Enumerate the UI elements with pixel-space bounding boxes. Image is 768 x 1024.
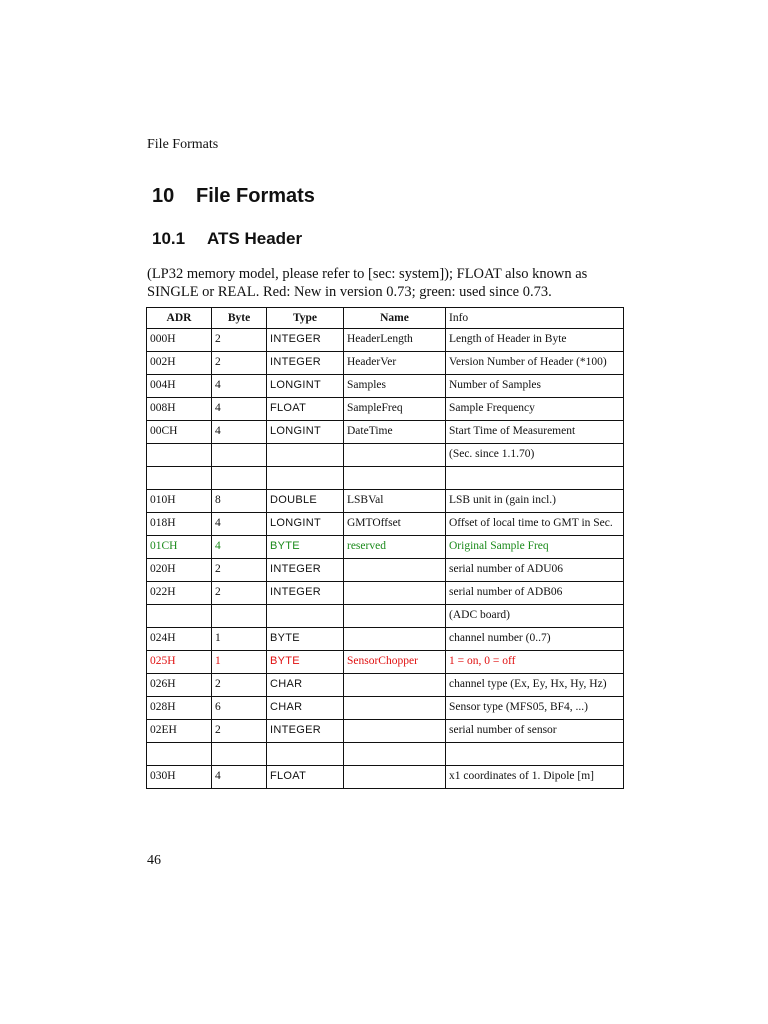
table-body: [147, 329, 624, 789]
cell-adr: 030H: [147, 766, 212, 789]
cell-info: Version Number of Header (*100): [446, 352, 624, 375]
cell-name: Samples: [344, 375, 446, 398]
cell-byte: 6: [212, 697, 267, 720]
cell-adr: 025H: [147, 651, 212, 674]
cell-byte: 4: [212, 536, 267, 559]
cell-info: 1 = on, 0 = off: [446, 651, 624, 674]
table-row: [147, 444, 624, 467]
cell-info: Number of Samples: [446, 375, 624, 398]
cell-type: CHAR: [267, 697, 344, 720]
column-header-adr: ADR: [147, 308, 212, 329]
cell-byte: 1: [212, 651, 267, 674]
table-row: [147, 720, 624, 743]
cell-name: [344, 582, 446, 605]
cell-byte: 4: [212, 421, 267, 444]
table-row: [147, 513, 624, 536]
cell-byte: 2: [212, 582, 267, 605]
cell-adr: [147, 467, 212, 490]
table-row: [147, 605, 624, 628]
cell-adr: 004H: [147, 375, 212, 398]
cell-byte: 4: [212, 398, 267, 421]
cell-name: [344, 766, 446, 789]
cell-type: INTEGER: [267, 559, 344, 582]
cell-adr: 020H: [147, 559, 212, 582]
cell-type: INTEGER: [267, 352, 344, 375]
cell-adr: [147, 743, 212, 766]
cell-adr: 01CH: [147, 536, 212, 559]
table-row: [147, 490, 624, 513]
cell-info: Original Sample Freq: [446, 536, 624, 559]
cell-adr: 00CH: [147, 421, 212, 444]
cell-name: LSBVal: [344, 490, 446, 513]
cell-adr: 000H: [147, 329, 212, 352]
cell-info: Start Time of Measurement: [446, 421, 624, 444]
cell-name: [344, 444, 446, 467]
table-row: [147, 398, 624, 421]
cell-type: [267, 743, 344, 766]
cell-byte: 8: [212, 490, 267, 513]
cell-type: INTEGER: [267, 720, 344, 743]
cell-type: [267, 444, 344, 467]
cell-type: INTEGER: [267, 582, 344, 605]
cell-type: [267, 605, 344, 628]
cell-info: serial number of sensor: [446, 720, 624, 743]
cell-type: BYTE: [267, 536, 344, 559]
cell-byte: 4: [212, 766, 267, 789]
ats-header-table: [146, 307, 624, 789]
cell-byte: 4: [212, 375, 267, 398]
table-row: [147, 674, 624, 697]
cell-byte: 2: [212, 674, 267, 697]
table-row: [147, 651, 624, 674]
section-title: ATS Header: [207, 229, 303, 248]
column-header-byte: Byte: [212, 308, 267, 329]
chapter-title: File Formats: [196, 185, 315, 207]
cell-byte: 2: [212, 559, 267, 582]
cell-name: [344, 697, 446, 720]
cell-type: BYTE: [267, 651, 344, 674]
table-row: [147, 743, 624, 766]
cell-type: DOUBLE: [267, 490, 344, 513]
cell-adr: 02EH: [147, 720, 212, 743]
cell-name: [344, 559, 446, 582]
section-number: 10.1: [152, 229, 186, 248]
cell-byte: 2: [212, 329, 267, 352]
table-row: [147, 582, 624, 605]
cell-name: SampleFreq: [344, 398, 446, 421]
cell-info: [446, 743, 624, 766]
table-row: [147, 766, 624, 789]
column-header-type: Type: [267, 308, 344, 329]
cell-info: (Sec. since 1.1.70): [446, 444, 624, 467]
cell-name: GMTOffset: [344, 513, 446, 536]
cell-byte: [212, 605, 267, 628]
cell-type: FLOAT: [267, 766, 344, 789]
cell-name: HeaderLength: [344, 329, 446, 352]
cell-adr: 026H: [147, 674, 212, 697]
cell-byte: [212, 444, 267, 467]
cell-name: [344, 467, 446, 490]
chapter-heading: [152, 185, 315, 208]
cell-adr: 008H: [147, 398, 212, 421]
cell-byte: 2: [212, 352, 267, 375]
cell-info: [446, 467, 624, 490]
cell-info: channel type (Ex, Ey, Hx, Hy, Hz): [446, 674, 624, 697]
cell-info: LSB unit in (gain incl.): [446, 490, 624, 513]
cell-type: [267, 467, 344, 490]
cell-byte: 1: [212, 628, 267, 651]
cell-info: (ADC board): [446, 605, 624, 628]
running-header: File Formats: [147, 137, 219, 152]
cell-name: [344, 720, 446, 743]
cell-name: [344, 605, 446, 628]
cell-adr: 022H: [147, 582, 212, 605]
cell-adr: 010H: [147, 490, 212, 513]
table-row: [147, 467, 624, 490]
cell-adr: 028H: [147, 697, 212, 720]
cell-type: LONGINT: [267, 421, 344, 444]
cell-type: FLOAT: [267, 398, 344, 421]
table-row: [147, 628, 624, 651]
intro-paragraph: (LP32 memory model, please refer to [sec: system]); FLOAT also known as SINGLE or REAL. Red: New in version 0.73; green: used since 0.73.: [147, 266, 588, 300]
chapter-number: 10: [152, 185, 175, 207]
page-number: 46: [147, 853, 161, 868]
section-heading: [152, 229, 302, 249]
cell-type: LONGINT: [267, 375, 344, 398]
cell-byte: [212, 743, 267, 766]
cell-info: Sample Frequency: [446, 398, 624, 421]
cell-info: Offset of local time to GMT in Sec.: [446, 513, 624, 536]
cell-name: [344, 628, 446, 651]
column-header-name: Name: [344, 308, 446, 329]
cell-name: SensorChopper: [344, 651, 446, 674]
cell-info: Sensor type (MFS05, BF4, ...): [446, 697, 624, 720]
cell-type: LONGINT: [267, 513, 344, 536]
cell-info: serial number of ADB06: [446, 582, 624, 605]
table-row: [147, 421, 624, 444]
cell-name: HeaderVer: [344, 352, 446, 375]
cell-name: [344, 743, 446, 766]
cell-type: BYTE: [267, 628, 344, 651]
cell-byte: 2: [212, 720, 267, 743]
table-row: [147, 329, 624, 352]
table-header-row: [147, 308, 624, 329]
table-row: [147, 352, 624, 375]
cell-byte: 4: [212, 513, 267, 536]
cell-info: channel number (0..7): [446, 628, 624, 651]
cell-adr: 002H: [147, 352, 212, 375]
table-row: [147, 559, 624, 582]
cell-byte: [212, 467, 267, 490]
cell-adr: 018H: [147, 513, 212, 536]
cell-info: serial number of ADU06: [446, 559, 624, 582]
cell-info: x1 coordinates of 1. Dipole [m]: [446, 766, 624, 789]
table-row: [147, 697, 624, 720]
cell-name: [344, 674, 446, 697]
column-header-info: Info: [446, 308, 624, 329]
cell-name: reserved: [344, 536, 446, 559]
table-row: [147, 536, 624, 559]
cell-name: DateTime: [344, 421, 446, 444]
cell-adr: [147, 605, 212, 628]
cell-adr: 024H: [147, 628, 212, 651]
cell-type: CHAR: [267, 674, 344, 697]
cell-info: Length of Header in Byte: [446, 329, 624, 352]
cell-adr: [147, 444, 212, 467]
cell-type: INTEGER: [267, 329, 344, 352]
table-row: [147, 375, 624, 398]
